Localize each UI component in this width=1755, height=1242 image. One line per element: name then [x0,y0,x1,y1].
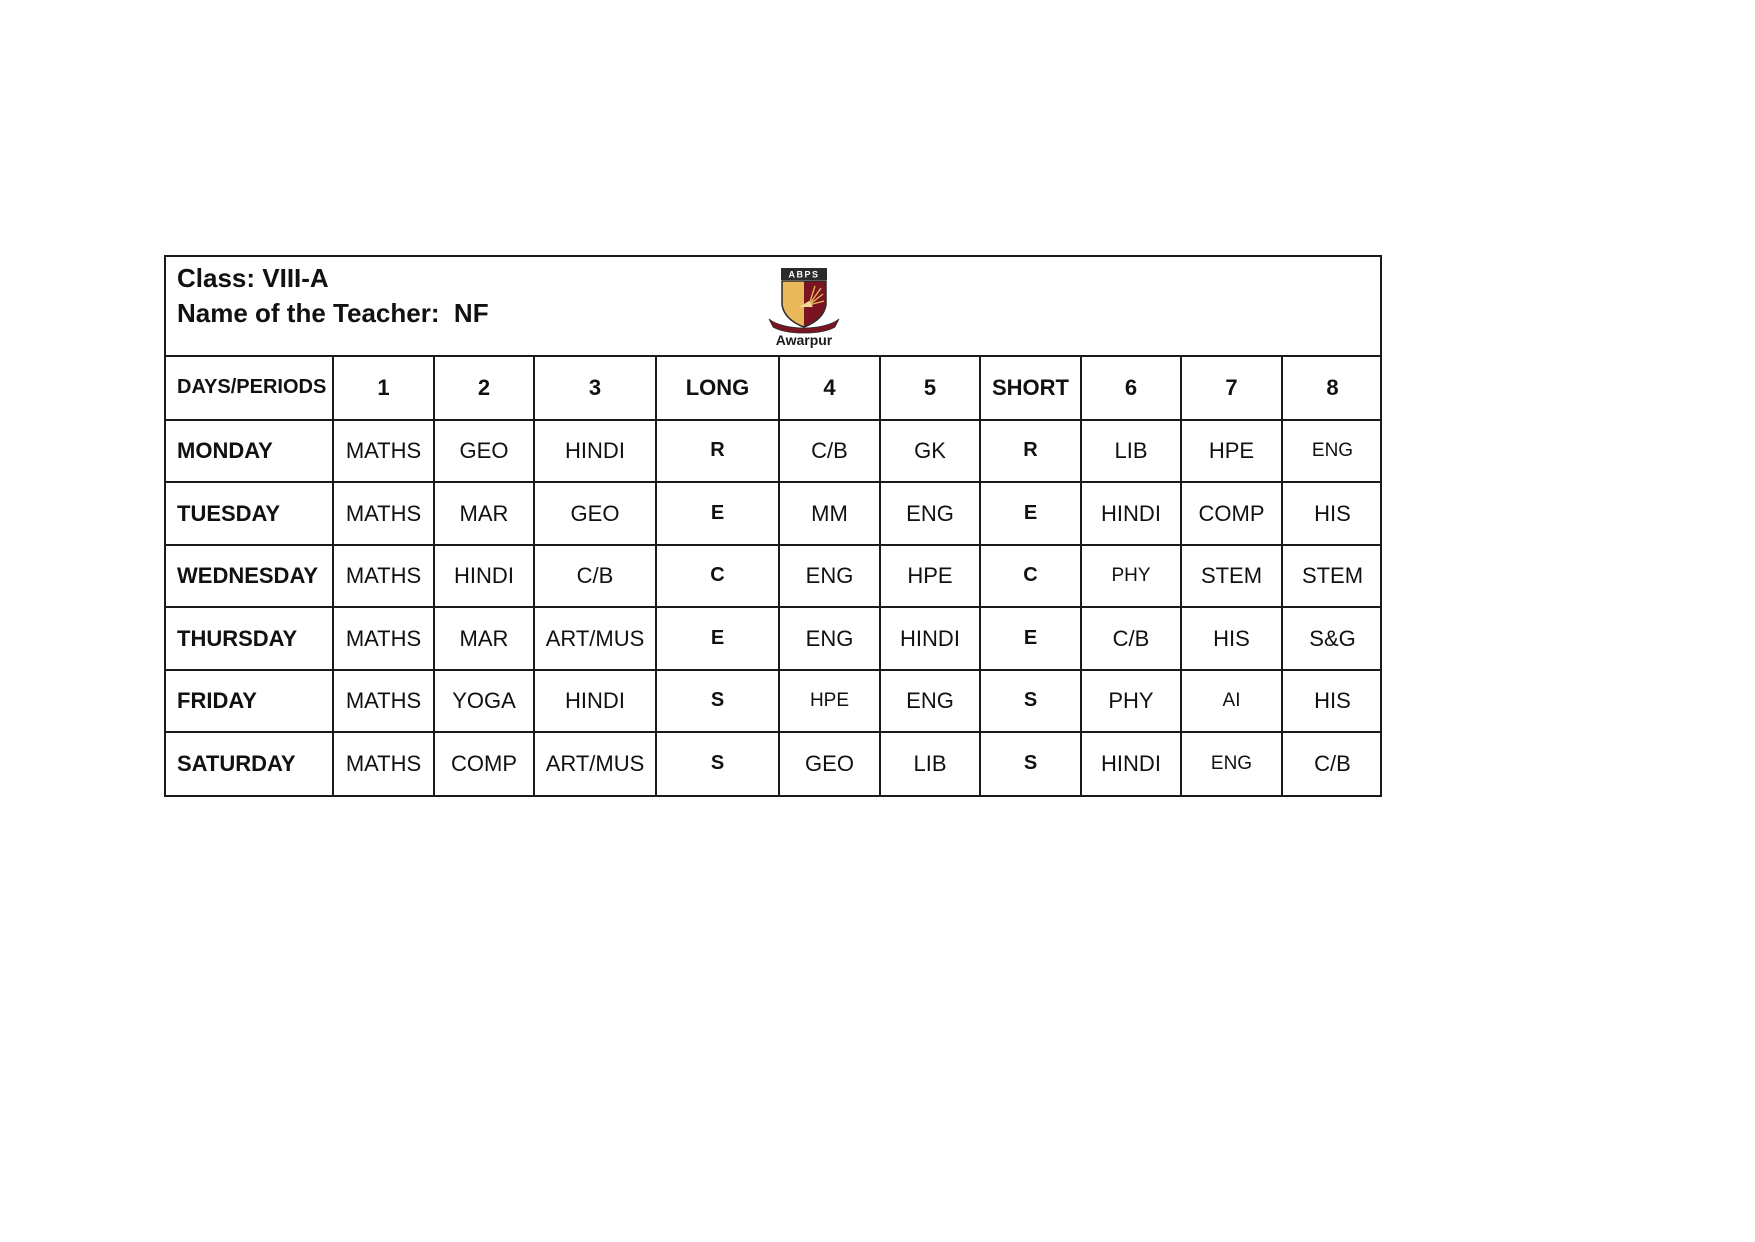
school-crest-icon [749,267,859,337]
break-cell: E [656,607,779,670]
period-cell: ENG [1282,420,1382,483]
teacher-name-label: Name of the Teacher: NF [177,298,489,328]
period-cell: LIB [880,732,980,795]
period-cell: HINDI [1081,732,1181,795]
column-header: 3 [534,357,656,420]
break-cell: C [980,545,1081,608]
period-cell: MATHS [333,420,434,483]
break-cell: S [656,670,779,733]
period-cell: PHY [1081,670,1181,733]
period-cell: HINDI [534,670,656,733]
period-cell: ENG [779,545,880,608]
period-cell: YOGA [434,670,534,733]
period-cell: HIS [1181,607,1282,670]
period-cell: AI [1181,670,1282,733]
break-cell: E [980,607,1081,670]
period-cell: MM [779,482,880,545]
column-header: LONG [656,357,779,420]
logo-top-text: ABPS [788,269,820,280]
period-cell: C/B [1282,732,1382,795]
break-cell: R [980,420,1081,483]
column-header: 4 [779,357,880,420]
period-cell: ART/MUS [534,732,656,795]
timetable-grid [166,357,1382,795]
period-cell: MATHS [333,732,434,795]
period-cell: HPE [779,670,880,733]
period-cell: ENG [1181,732,1282,795]
column-header: 1 [333,357,434,420]
school-logo [749,267,859,351]
day-label: MONDAY [166,420,333,483]
break-cell: S [980,732,1081,795]
period-cell: HIS [1282,482,1382,545]
period-cell: LIB [1081,420,1181,483]
period-cell: PHY [1081,545,1181,608]
day-label: FRIDAY [166,670,333,733]
day-label: WEDNESDAY [166,545,333,608]
break-cell: R [656,420,779,483]
break-cell: E [656,482,779,545]
period-cell: STEM [1282,545,1382,608]
period-cell: C/B [1081,607,1181,670]
header-row [166,357,1382,420]
period-cell: HPE [1181,420,1282,483]
period-cell: HINDI [434,545,534,608]
break-cell: E [980,482,1081,545]
period-cell: GEO [779,732,880,795]
table-row [166,482,1382,545]
timetable-sheet [164,255,1382,797]
period-cell: HPE [880,545,980,608]
logo-bottom-text: Awarpur [775,332,833,348]
class-label: Class: VIII-A [177,263,329,293]
day-label: SATURDAY [166,732,333,795]
table-row [166,545,1382,608]
period-cell: ART/MUS [534,607,656,670]
period-cell: S&G [1282,607,1382,670]
day-label: TUESDAY [166,482,333,545]
period-cell: HINDI [1081,482,1181,545]
table-row [166,732,1382,795]
column-header: 7 [1181,357,1282,420]
period-cell: MATHS [333,545,434,608]
period-cell: GEO [534,482,656,545]
column-header: 2 [434,357,534,420]
period-cell: STEM [1181,545,1282,608]
day-label: THURSDAY [166,607,333,670]
break-cell: C [656,545,779,608]
column-header: 8 [1282,357,1382,420]
period-cell: HIS [1282,670,1382,733]
table-row [166,420,1382,483]
period-cell: C/B [534,545,656,608]
period-cell: C/B [779,420,880,483]
period-cell: MATHS [333,670,434,733]
break-cell: S [980,670,1081,733]
period-cell: COMP [434,732,534,795]
period-cell: HINDI [880,607,980,670]
column-header: DAYS/PERIODS [166,357,333,420]
period-cell: MATHS [333,607,434,670]
column-header: 6 [1081,357,1181,420]
period-cell: MATHS [333,482,434,545]
period-cell: GK [880,420,980,483]
break-cell: S [656,732,779,795]
timetable-header [166,257,1380,357]
period-cell: ENG [880,670,980,733]
period-cell: GEO [434,420,534,483]
period-cell: ENG [880,482,980,545]
table-row [166,670,1382,733]
period-cell: COMP [1181,482,1282,545]
period-cell: ENG [779,607,880,670]
column-header: SHORT [980,357,1081,420]
period-cell: HINDI [534,420,656,483]
period-cell: MAR [434,482,534,545]
table-row [166,607,1382,670]
period-cell: MAR [434,607,534,670]
column-header: 5 [880,357,980,420]
